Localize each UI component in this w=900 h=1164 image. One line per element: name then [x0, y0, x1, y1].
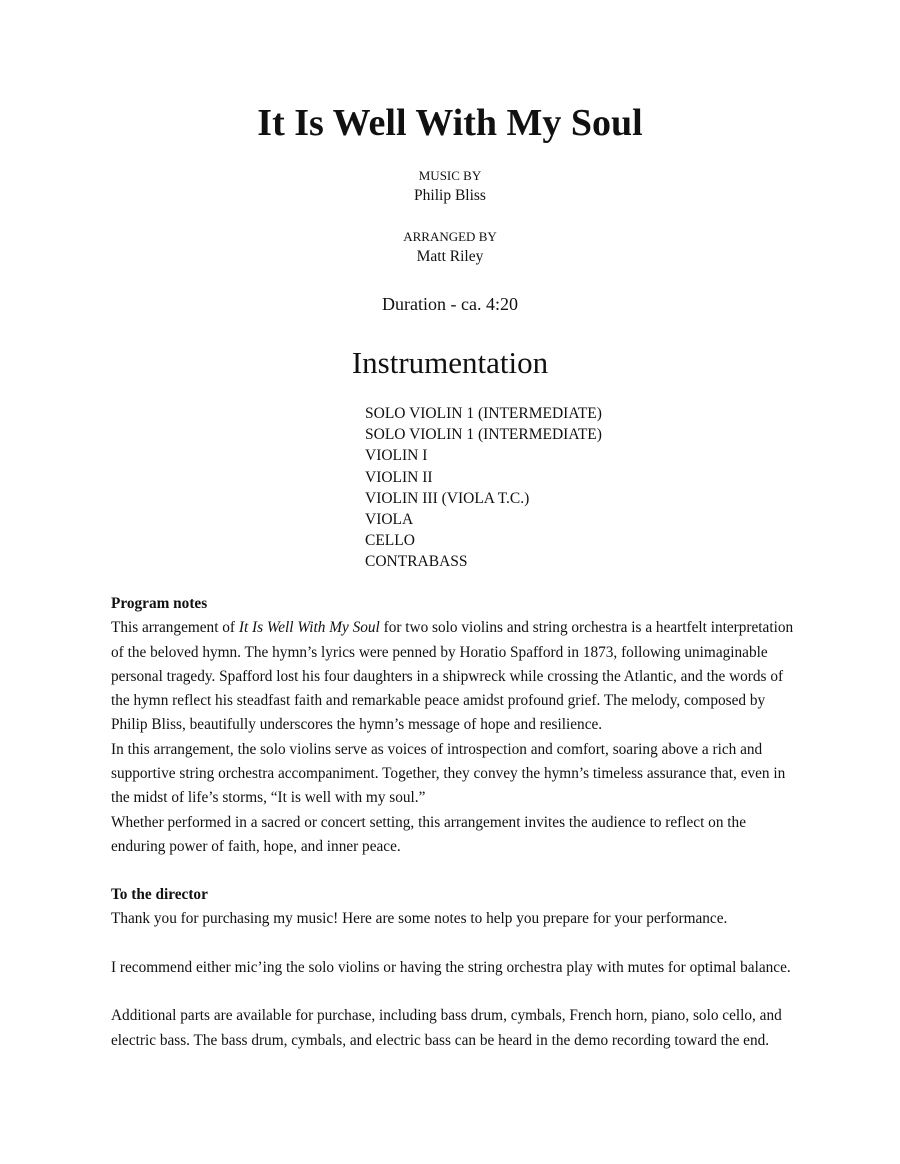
- page-title: It Is Well With My Soul: [257, 102, 643, 144]
- instrument-item: SOLO VIOLIN 1 (INTERMEDIATE): [365, 405, 602, 422]
- paragraph-text: This arrangement of: [111, 619, 239, 637]
- instrument-item: VIOLIN II: [365, 468, 433, 486]
- duration: Duration - ca. 4:20: [382, 294, 518, 314]
- program-notes-paragraph: In this arrangement, the solo violins serve as voices of introspection and comfort, soaring above a rich and supportive string orchestra accompaniment. Together, they convey the hymn’s timeless assurance that, even in the midst of life’s storms, “It is well with my soul.”: [111, 740, 786, 807]
- arranged-by-label: ARRANGED BY: [403, 229, 497, 244]
- paragraph-text: for two solo violins and string orchestra is a heartfelt interpretation of the beloved hymn. The hymn’s lyrics were penned by Horatio Spafford in 1873, following unimaginable personal tragedy. Spafford lost his four daughters in a shipwreck while crossing the Atlantic, and the words of the hymn reflect his steadfast faith and remarkable peace amidst profound grief. The melody, composed by Philip Bliss, beautifully underscores the hymn’s message of hope and resilience.: [111, 619, 794, 734]
- instrument-item: VIOLIN I: [365, 447, 428, 465]
- instrumentation-list: [365, 403, 602, 573]
- program-notes-paragraph: Whether performed in a sacred or concert setting, this arrangement invites the audience to reflect on the enduring power of faith, hope, and inner peace.: [111, 813, 746, 855]
- director-notes-heading: To the director: [111, 886, 208, 903]
- music-by-label: MUSIC BY: [418, 168, 482, 183]
- hymn-title-italic: It Is Well With My Soul: [238, 619, 380, 637]
- program-notes-heading: Program notes: [111, 595, 208, 612]
- arranger-name: Matt Riley: [416, 248, 484, 265]
- director-notes-paragraph: Thank you for purchasing my music! Here are some notes to help you prepare for your performance.: [111, 910, 728, 928]
- program-notes-paragraph: [111, 616, 801, 737]
- composer-name: Philip Bliss: [414, 187, 486, 204]
- instrument-item: VIOLIN III (VIOLA T.C.): [365, 489, 530, 507]
- director-notes-paragraph: I recommend either mic’ing the solo violins or having the string orchestra play with mutes for optimal balance.: [111, 958, 791, 976]
- program-notes-section: [111, 592, 801, 859]
- instrument-item: CONTRABASS: [365, 553, 468, 571]
- instrument-item: SOLO VIOLIN 1 (INTERMEDIATE): [365, 426, 602, 444]
- director-notes-paragraph: Additional parts are available for purchase, including bass drum, cymbals, French horn, piano, solo cello, and electric bass. The bass drum, cymbals, and electric bass can be heard in the demo recording toward the end.: [111, 1007, 782, 1049]
- instrument-item: VIOLA: [365, 511, 414, 529]
- instrumentation-heading: Instrumentation: [351, 345, 549, 380]
- director-notes-section: [111, 883, 801, 1053]
- instrument-item: CELLO: [365, 532, 415, 550]
